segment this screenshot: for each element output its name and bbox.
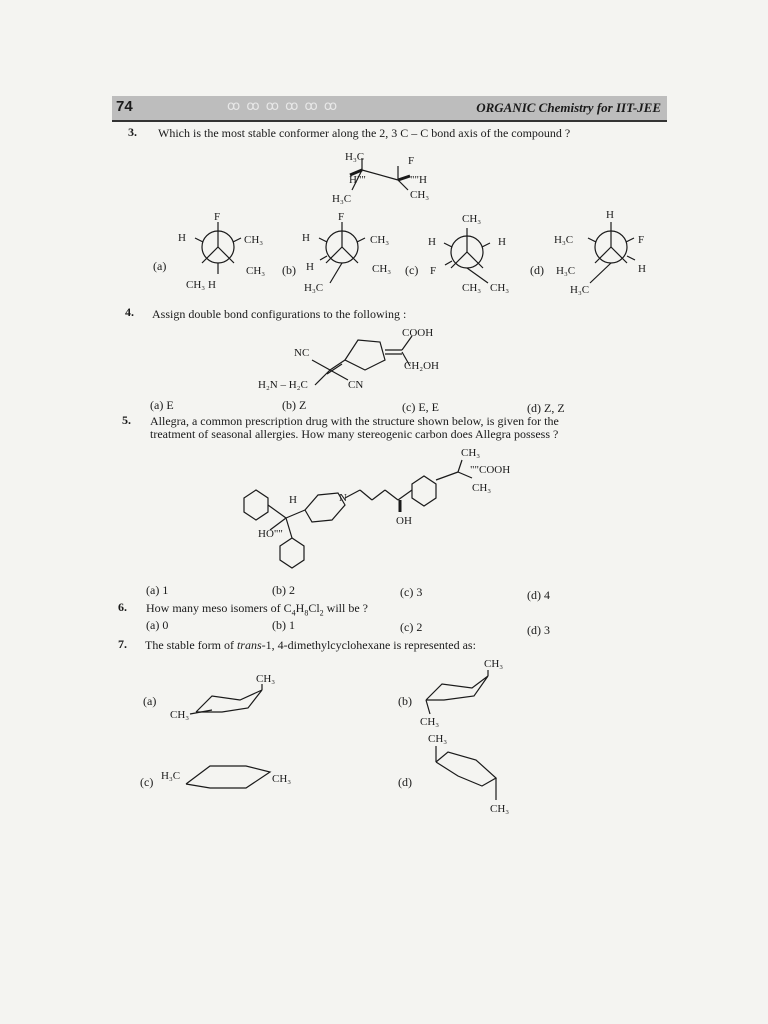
svg-text:CH₃: CH₃ xyxy=(428,733,448,745)
chair-c xyxy=(161,766,291,788)
svg-text:N: N xyxy=(339,492,347,504)
q3-label-h3c-top: H₃C xyxy=(345,151,365,163)
question-6-text: How many meso isomers of $C_4H_8Cl_2$ will be ? xyxy=(146,601,368,618)
svg-text:H₃C: H₃C xyxy=(304,282,324,294)
question-3-number: 3. xyxy=(128,125,137,139)
q6-option-a[interactable]: (a) 0 xyxy=(146,618,169,632)
page-number: 74 xyxy=(116,98,133,115)
svg-text:CH₃: CH₃ xyxy=(372,263,392,275)
question-4-number: 4. xyxy=(125,305,134,319)
svg-text:H: H xyxy=(428,236,436,248)
q3-label-h3c-bottom: H₃C xyxy=(332,193,352,205)
svg-text:H: H xyxy=(208,279,216,291)
q4-option-c[interactable]: (c) E, E xyxy=(402,400,439,414)
q5-option-a[interactable]: (a) 1 xyxy=(146,583,169,597)
q4-option-d[interactable]: (d) Z, Z xyxy=(527,401,565,415)
question-7-number: 7. xyxy=(118,637,127,651)
q4-option-b[interactable]: (b) Z xyxy=(282,398,307,412)
question-3-text: Which is the most stable conformer along the 2, 3 C – C bond axis of the compound ? xyxy=(158,126,571,140)
chair-b xyxy=(420,658,503,728)
svg-text:HO"": HO"" xyxy=(258,528,283,540)
q5-option-b[interactable]: (b) 2 xyxy=(272,583,295,597)
book-title: ORGANIC Chemistry for IIT-JEE xyxy=(476,100,661,115)
svg-text:CH₃: CH₃ xyxy=(370,234,390,246)
svg-text:CH₃: CH₃ xyxy=(246,265,266,277)
header-decoration: ꝏ ꝏ ꝏ ꝏ ꝏ ꝏ xyxy=(227,99,339,114)
svg-text:CH₃: CH₃ xyxy=(472,482,492,494)
question-7-text: The stable form of trans-1, 4-dimethylcyclohexane is represented as: xyxy=(145,638,476,652)
question-5-number: 5. xyxy=(122,413,131,427)
q6-option-b[interactable]: (b) 1 xyxy=(272,618,295,632)
svg-text:F: F xyxy=(430,265,437,277)
question-6-number: 6. xyxy=(118,600,127,614)
svg-text:""COOH: ""COOH xyxy=(470,464,511,476)
q4-option-a[interactable]: (a) E xyxy=(150,398,174,412)
q7-option-b[interactable]: (b) xyxy=(398,694,412,708)
q3-label-h-left: H"" xyxy=(349,174,366,186)
question-5-text-line2: treatment of seasonal allergies. How many stereogenic carbon does Allegra possess ? xyxy=(150,427,559,441)
svg-text:H₂N – H₂C: H₂N – H₂C xyxy=(258,379,308,391)
chair-a xyxy=(170,673,275,721)
q5-option-d[interactable]: (d) 4 xyxy=(527,588,550,602)
q6-option-c[interactable]: (c) 2 xyxy=(400,620,423,634)
svg-text:CH₃: CH₃ xyxy=(272,773,292,785)
q5-option-c[interactable]: (c) 3 xyxy=(400,585,423,599)
svg-text:H: H xyxy=(498,236,506,248)
q3-label-ch3-right: CH₃ xyxy=(410,189,430,201)
svg-text:H: H xyxy=(606,209,614,221)
svg-text:CH₃: CH₃ xyxy=(244,234,264,246)
svg-text:F: F xyxy=(338,211,345,223)
q7-option-c[interactable]: (c) xyxy=(140,775,154,789)
svg-text:CH₃: CH₃ xyxy=(256,673,276,685)
question-5-text-line1: Allegra, a common prescription drug with the structure shown below, is given for the xyxy=(150,414,559,428)
q3-option-a[interactable]: (a) xyxy=(153,259,167,273)
svg-text:F: F xyxy=(214,211,221,223)
q3-label-h-right: ""H xyxy=(410,174,427,186)
svg-text:H: H xyxy=(289,494,297,506)
q3-option-c[interactable]: (c) xyxy=(405,263,419,277)
svg-text:H: H xyxy=(638,263,646,275)
svg-text:CH₃: CH₃ xyxy=(170,709,190,721)
svg-text:H₃C: H₃C xyxy=(556,265,576,277)
svg-text:CH₃: CH₃ xyxy=(186,279,206,291)
svg-text:H: H xyxy=(302,232,310,244)
svg-text:NC: NC xyxy=(294,347,310,359)
svg-text:H₃C: H₃C xyxy=(570,284,590,296)
svg-text:CH₂OH: CH₂OH xyxy=(404,360,440,372)
q7-option-a[interactable]: (a) xyxy=(143,694,157,708)
svg-text:CH₃: CH₃ xyxy=(490,803,510,815)
svg-text:H₃C: H₃C xyxy=(554,234,574,246)
svg-text:CH₃: CH₃ xyxy=(484,658,504,670)
svg-text:CH₃: CH₃ xyxy=(462,282,482,294)
svg-text:CH₃: CH₃ xyxy=(461,447,481,459)
q3-option-d[interactable]: (d) xyxy=(530,263,544,277)
svg-text:H₃C: H₃C xyxy=(161,770,181,782)
svg-text:H: H xyxy=(178,232,186,244)
svg-text:H: H xyxy=(306,261,314,273)
svg-text:CH₃: CH₃ xyxy=(420,716,440,728)
svg-text:OH: OH xyxy=(396,515,412,527)
svg-text:CN: CN xyxy=(348,379,364,391)
q7-option-d[interactable]: (d) xyxy=(398,775,412,789)
svg-text:CH₃: CH₃ xyxy=(462,213,482,225)
svg-text:F: F xyxy=(638,234,645,246)
question-4-text: Assign double bond configurations to the following : xyxy=(152,307,407,321)
q6-option-d[interactable]: (d) 3 xyxy=(527,623,550,637)
svg-text:COOH: COOH xyxy=(402,327,434,339)
chair-d xyxy=(428,733,509,815)
q3-label-f-top: F xyxy=(408,155,415,167)
svg-text:CH₃: CH₃ xyxy=(490,282,510,294)
q3-option-b[interactable]: (b) xyxy=(282,263,296,277)
